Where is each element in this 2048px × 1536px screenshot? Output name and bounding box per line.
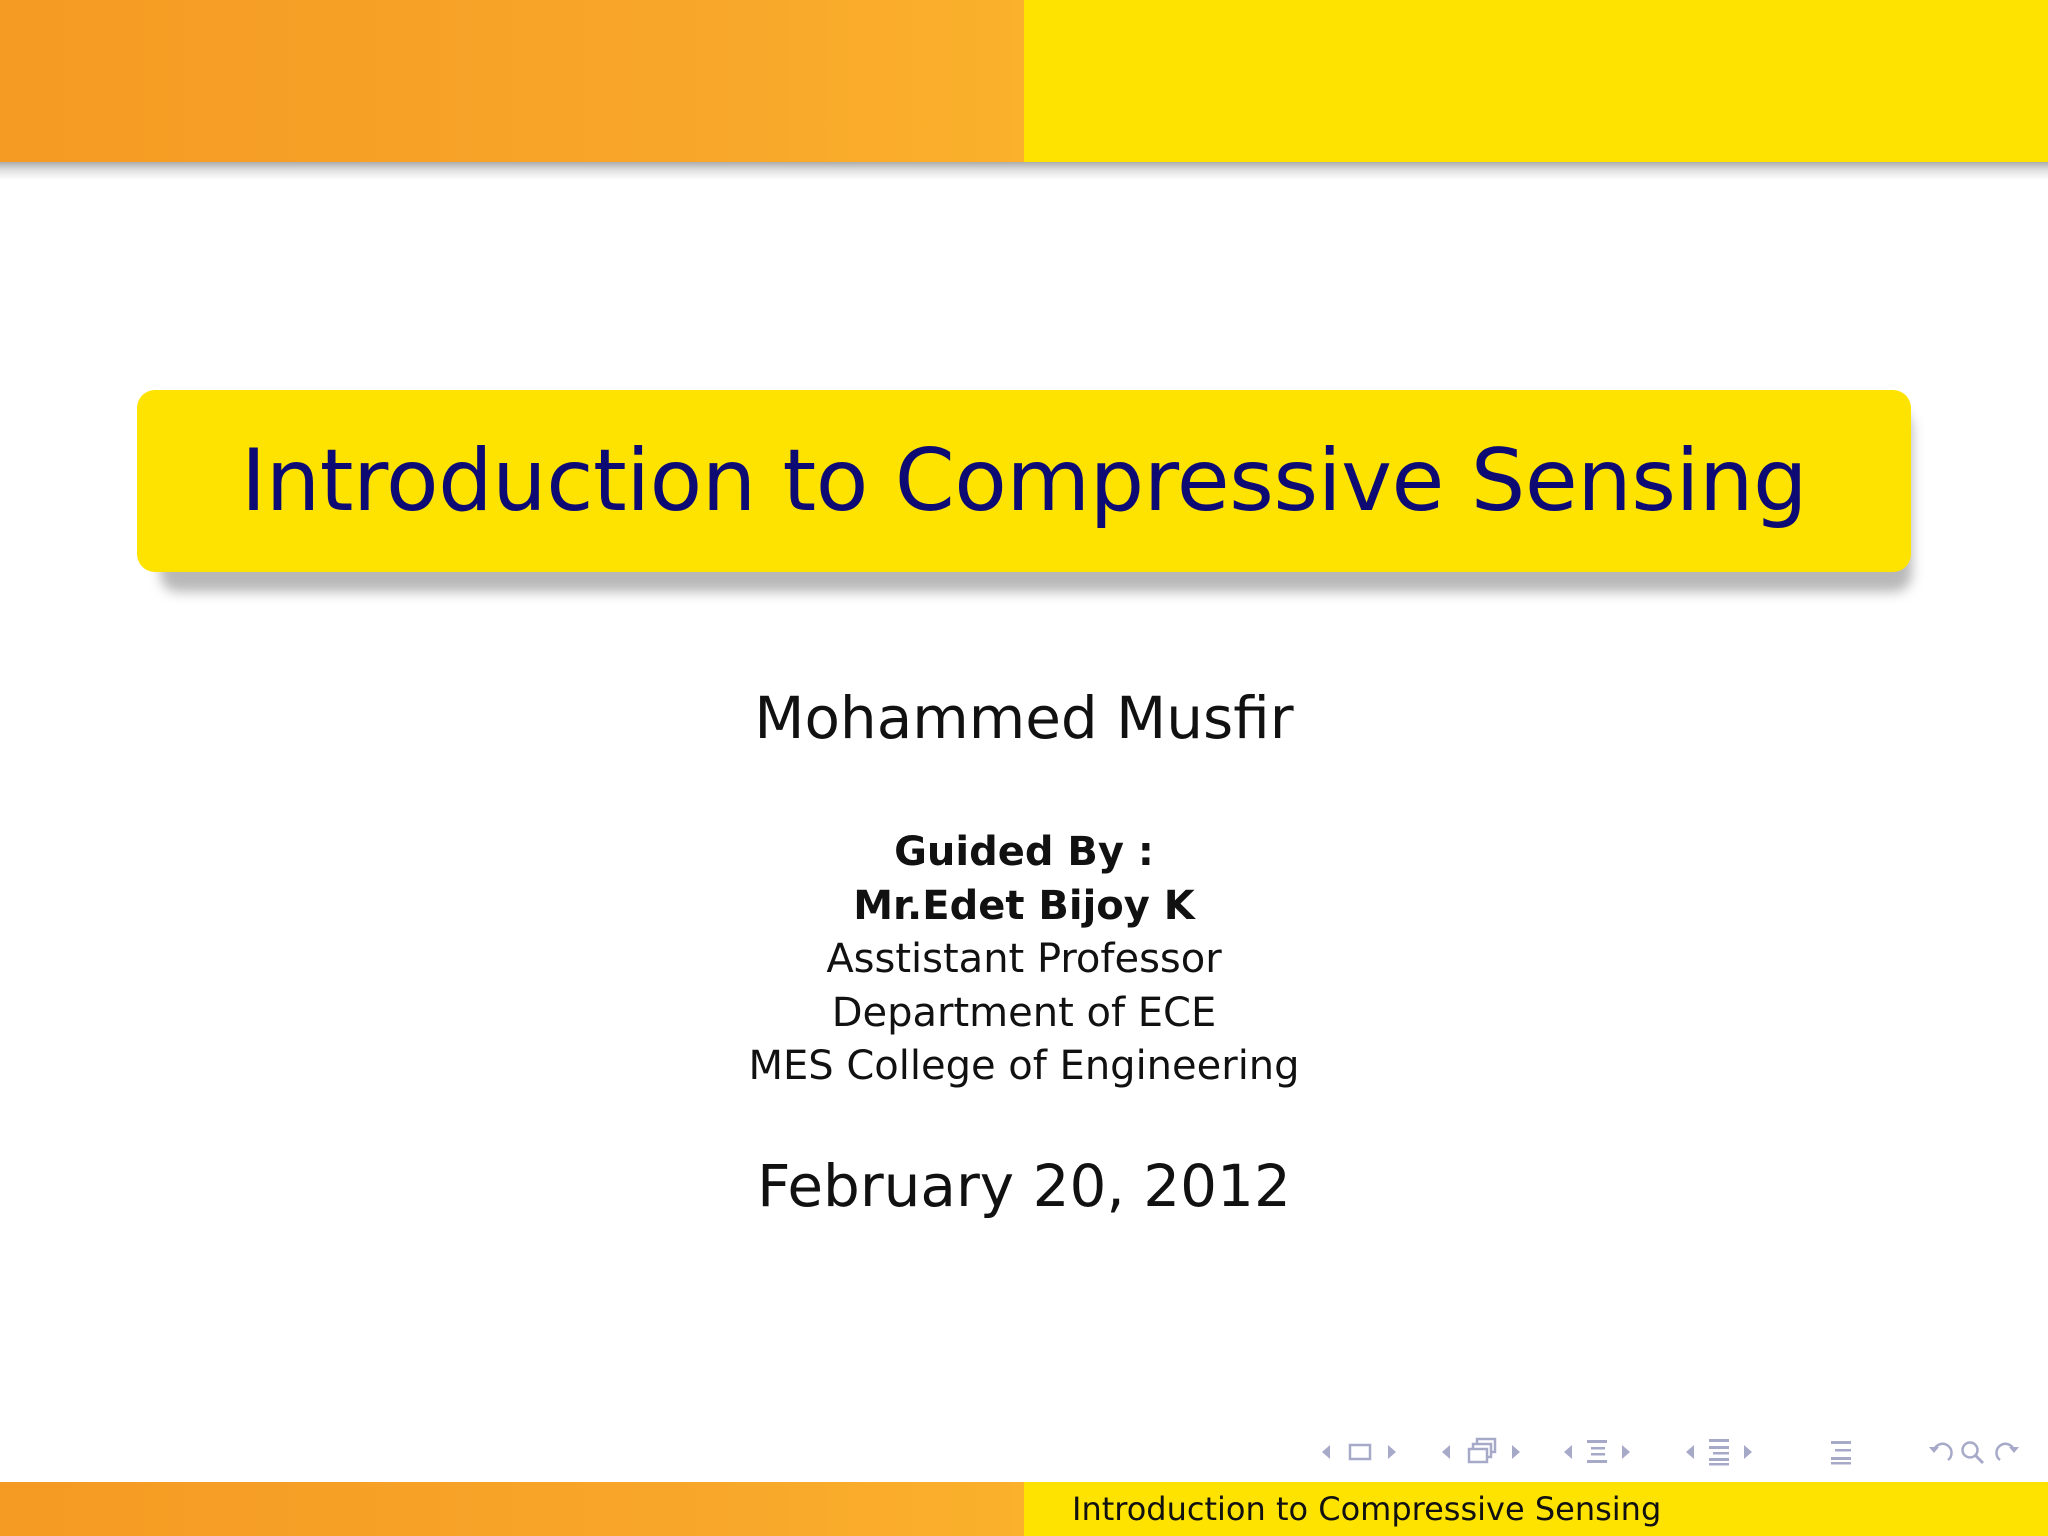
section-icon[interactable] xyxy=(1582,1432,1612,1472)
footer-left-panel xyxy=(0,1482,1024,1536)
frame-icon[interactable] xyxy=(1342,1432,1378,1472)
arrow-left-icon[interactable] xyxy=(1558,1432,1578,1472)
footer-title: Introduction to Compressive Sensing xyxy=(1072,1490,1662,1528)
header-shadow xyxy=(0,162,2048,180)
search-icon[interactable] xyxy=(1956,1432,1990,1472)
arrow-left-icon[interactable] xyxy=(1436,1432,1456,1472)
back-icon[interactable] xyxy=(1924,1432,1958,1472)
subsection-icon[interactable] xyxy=(1462,1432,1502,1472)
title-box xyxy=(137,390,1911,572)
header-left-panel xyxy=(0,0,1024,162)
guided-by-label: Guided By : xyxy=(894,829,1154,875)
college: MES College of Engineering xyxy=(748,1043,1300,1089)
arrow-right-icon[interactable] xyxy=(1616,1432,1636,1472)
guide-position: Asstistant Professor xyxy=(826,936,1222,982)
arrow-right-icon[interactable] xyxy=(1506,1432,1526,1472)
guide-name: Mr.Edet Bijoy K xyxy=(853,882,1195,929)
presentation-date: February 20, 2012 xyxy=(757,1152,1291,1220)
footer-bar xyxy=(0,1482,2048,1536)
forward-icon[interactable] xyxy=(1990,1432,2024,1472)
header-bar xyxy=(0,0,2048,162)
presentation-icon[interactable] xyxy=(1704,1432,1734,1472)
arrow-right-icon[interactable] xyxy=(1738,1432,1758,1472)
author-name: Mohammed Musfir xyxy=(754,684,1294,752)
arrow-right-icon[interactable] xyxy=(1382,1432,1402,1472)
department: Department of ECE xyxy=(831,989,1217,1036)
navigation-symbols xyxy=(1312,1432,2032,1472)
footer-right-panel xyxy=(1024,1482,2048,1536)
slide-title: Introduction to Compressive Sensing xyxy=(240,431,1808,531)
header-right-panel xyxy=(1024,0,2048,162)
institute-block xyxy=(0,826,2048,1094)
arrow-left-icon[interactable] xyxy=(1316,1432,1336,1472)
appendix-icon[interactable] xyxy=(1826,1432,1856,1472)
arrow-left-icon[interactable] xyxy=(1680,1432,1700,1472)
